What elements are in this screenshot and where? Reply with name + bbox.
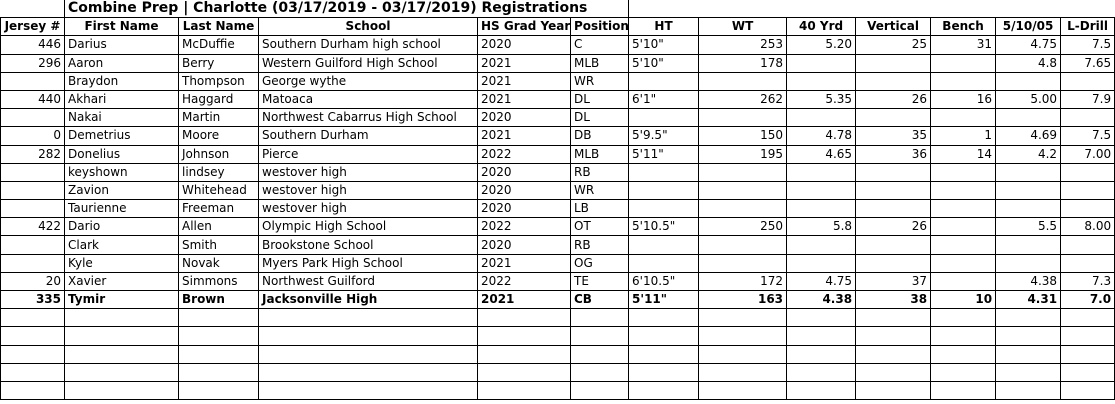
cell-bench[interactable]: 16 bbox=[931, 90, 996, 108]
cell-vertical[interactable]: 25 bbox=[856, 36, 931, 54]
cell-grad-year[interactable]: 2021 bbox=[478, 291, 571, 309]
empty-cell[interactable] bbox=[629, 309, 699, 327]
cell-shuttle[interactable]: 4.69 bbox=[996, 127, 1061, 145]
cell-vertical[interactable] bbox=[856, 200, 931, 218]
cell-40yrd[interactable] bbox=[787, 236, 856, 254]
cell-first-name[interactable]: Darius bbox=[65, 36, 179, 54]
cell-school[interactable]: George wythe bbox=[259, 72, 478, 90]
cell-jersey[interactable] bbox=[1, 181, 65, 199]
cell-l-drill[interactable]: 7.5 bbox=[1061, 36, 1115, 54]
cell-ht[interactable] bbox=[629, 181, 699, 199]
col-header-jersey[interactable]: Jersey # bbox=[1, 18, 65, 36]
cell-grad-year[interactable]: 2021 bbox=[478, 54, 571, 72]
cell-vertical[interactable] bbox=[856, 54, 931, 72]
cell-ht[interactable] bbox=[629, 200, 699, 218]
cell-shuttle[interactable] bbox=[996, 163, 1061, 181]
cell-shuttle[interactable]: 4.38 bbox=[996, 272, 1061, 290]
cell-bench[interactable] bbox=[931, 218, 996, 236]
cell-first-name[interactable]: keyshown bbox=[65, 163, 179, 181]
col-header-ht[interactable]: HT bbox=[629, 18, 699, 36]
empty-cell[interactable] bbox=[571, 345, 629, 363]
cell-first-name[interactable]: Zavion bbox=[65, 181, 179, 199]
table-row bbox=[1, 163, 1115, 181]
cell-school[interactable]: Northwest Guilford bbox=[259, 272, 478, 290]
cell-wt[interactable]: 172 bbox=[699, 272, 787, 290]
cell-bench[interactable] bbox=[931, 163, 996, 181]
empty-cell[interactable] bbox=[179, 381, 259, 399]
cell-position[interactable]: MLB bbox=[571, 145, 629, 163]
table-row bbox=[1, 236, 1115, 254]
cell-l-drill[interactable]: 7.0 bbox=[1061, 291, 1115, 309]
cell-first-name[interactable]: Dario bbox=[65, 218, 179, 236]
cell-shuttle[interactable] bbox=[996, 254, 1061, 272]
empty-row bbox=[1, 327, 1115, 345]
empty-cell[interactable] bbox=[1, 381, 65, 399]
cell-grad-year[interactable]: 2020 bbox=[478, 200, 571, 218]
cell-l-drill[interactable]: 7.00 bbox=[1061, 145, 1115, 163]
empty-cell[interactable] bbox=[179, 327, 259, 345]
cell-jersey[interactable] bbox=[1, 236, 65, 254]
cell-grad-year[interactable]: 2022 bbox=[478, 272, 571, 290]
empty-cell[interactable] bbox=[65, 327, 179, 345]
cell-wt[interactable]: 253 bbox=[699, 36, 787, 54]
empty-cell[interactable] bbox=[65, 345, 179, 363]
empty-cell[interactable] bbox=[478, 381, 571, 399]
empty-cell[interactable] bbox=[629, 381, 699, 399]
cell-wt[interactable] bbox=[699, 236, 787, 254]
empty-cell[interactable] bbox=[629, 0, 1115, 18]
cell-school[interactable]: Matoaca bbox=[259, 90, 478, 108]
cell-first-name[interactable]: Xavier bbox=[65, 272, 179, 290]
cell-first-name[interactable]: Taurienne bbox=[65, 200, 179, 218]
cell-vertical[interactable]: 26 bbox=[856, 90, 931, 108]
cell-bench[interactable]: 14 bbox=[931, 145, 996, 163]
cell-position[interactable]: DB bbox=[571, 127, 629, 145]
cell-bench[interactable]: 1 bbox=[931, 127, 996, 145]
cell-jersey[interactable]: 422 bbox=[1, 218, 65, 236]
empty-cell[interactable] bbox=[856, 309, 931, 327]
cell-last-name[interactable]: Thompson bbox=[179, 72, 259, 90]
cell-l-drill[interactable]: 7.65 bbox=[1061, 54, 1115, 72]
table-row bbox=[1, 54, 1115, 72]
cell-40yrd[interactable] bbox=[787, 54, 856, 72]
cell-40yrd[interactable]: 4.78 bbox=[787, 127, 856, 145]
col-header-first-name[interactable]: First Name bbox=[65, 18, 179, 36]
cell-40yrd[interactable]: 4.38 bbox=[787, 291, 856, 309]
cell-bench[interactable] bbox=[931, 181, 996, 199]
empty-cell[interactable] bbox=[931, 345, 996, 363]
cell-grad-year[interactable]: 2020 bbox=[478, 36, 571, 54]
cell-wt[interactable] bbox=[699, 163, 787, 181]
col-header-l-drill[interactable]: L-Drill bbox=[1061, 18, 1115, 36]
cell-l-drill[interactable] bbox=[1061, 200, 1115, 218]
cell-l-drill[interactable]: 7.5 bbox=[1061, 127, 1115, 145]
col-header-wt[interactable]: WT bbox=[699, 18, 787, 36]
empty-cell[interactable] bbox=[179, 309, 259, 327]
cell-jersey[interactable] bbox=[1, 72, 65, 90]
cell-bench[interactable] bbox=[931, 254, 996, 272]
cell-first-name[interactable]: Kyle bbox=[65, 254, 179, 272]
table-row bbox=[1, 291, 1115, 309]
cell-ht[interactable]: 5'9.5" bbox=[629, 127, 699, 145]
cell-bench[interactable] bbox=[931, 236, 996, 254]
cell-position[interactable]: WR bbox=[571, 181, 629, 199]
cell-wt[interactable]: 262 bbox=[699, 90, 787, 108]
cell-wt[interactable] bbox=[699, 109, 787, 127]
cell-shuttle[interactable]: 5.00 bbox=[996, 90, 1061, 108]
cell-l-drill[interactable]: 7.9 bbox=[1061, 90, 1115, 108]
empty-cell[interactable] bbox=[931, 327, 996, 345]
empty-cell[interactable] bbox=[571, 309, 629, 327]
empty-cell[interactable] bbox=[571, 363, 629, 381]
empty-row bbox=[1, 309, 1115, 327]
cell-shuttle[interactable] bbox=[996, 72, 1061, 90]
table-row bbox=[1, 145, 1115, 163]
empty-cell[interactable] bbox=[259, 363, 478, 381]
empty-cell[interactable] bbox=[179, 345, 259, 363]
empty-cell[interactable] bbox=[1061, 381, 1115, 399]
cell-first-name[interactable]: Braydon bbox=[65, 72, 179, 90]
cell-position[interactable]: MLB bbox=[571, 54, 629, 72]
cell-ht[interactable] bbox=[629, 163, 699, 181]
empty-cell[interactable] bbox=[699, 309, 787, 327]
cell-school[interactable]: westover high bbox=[259, 181, 478, 199]
cell-ht[interactable] bbox=[629, 236, 699, 254]
cell-school[interactable]: westover high bbox=[259, 200, 478, 218]
cell-position[interactable]: TE bbox=[571, 272, 629, 290]
cell-l-drill[interactable] bbox=[1061, 181, 1115, 199]
col-header-bench[interactable]: Bench bbox=[931, 18, 996, 36]
cell-ht[interactable]: 6'1" bbox=[629, 90, 699, 108]
cell-grad-year[interactable]: 2021 bbox=[478, 90, 571, 108]
cell-l-drill[interactable] bbox=[1061, 163, 1115, 181]
cell-first-name[interactable]: Donelius bbox=[65, 145, 179, 163]
cell-school[interactable]: Southern Durham high school bbox=[259, 36, 478, 54]
cell-school[interactable]: Brookstone School bbox=[259, 236, 478, 254]
cell-school[interactable]: Western Guilford High School bbox=[259, 54, 478, 72]
col-header-40yrd[interactable]: 40 Yrd bbox=[787, 18, 856, 36]
cell-40yrd[interactable] bbox=[787, 72, 856, 90]
cell-jersey[interactable]: 0 bbox=[1, 127, 65, 145]
empty-cell[interactable] bbox=[996, 309, 1061, 327]
cell-grad-year[interactable]: 2021 bbox=[478, 254, 571, 272]
cell-school[interactable]: Pierce bbox=[259, 145, 478, 163]
empty-cell[interactable] bbox=[65, 363, 179, 381]
cell-first-name[interactable]: Clark bbox=[65, 236, 179, 254]
cell-ht[interactable]: 5'11" bbox=[629, 145, 699, 163]
empty-cell[interactable] bbox=[629, 345, 699, 363]
empty-cell[interactable] bbox=[787, 309, 856, 327]
cell-jersey[interactable] bbox=[1, 254, 65, 272]
empty-cell[interactable] bbox=[1, 363, 65, 381]
empty-cell[interactable] bbox=[259, 327, 478, 345]
cell-l-drill[interactable] bbox=[1061, 236, 1115, 254]
cell-school[interactable]: Olympic High School bbox=[259, 218, 478, 236]
table-row bbox=[1, 200, 1115, 218]
cell-l-drill[interactable] bbox=[1061, 109, 1115, 127]
empty-cell[interactable] bbox=[1061, 327, 1115, 345]
cell-first-name[interactable]: Demetrius bbox=[65, 127, 179, 145]
cell-vertical[interactable] bbox=[856, 163, 931, 181]
cell-shuttle[interactable]: 4.8 bbox=[996, 54, 1061, 72]
empty-cell[interactable] bbox=[996, 327, 1061, 345]
cell-wt[interactable]: 163 bbox=[699, 291, 787, 309]
cell-40yrd[interactable] bbox=[787, 254, 856, 272]
cell-position[interactable]: CB bbox=[571, 291, 629, 309]
empty-cell[interactable] bbox=[699, 327, 787, 345]
cell-40yrd[interactable] bbox=[787, 200, 856, 218]
table-row bbox=[1, 181, 1115, 199]
empty-cell[interactable] bbox=[478, 363, 571, 381]
cell-ht[interactable]: 5'10" bbox=[629, 36, 699, 54]
cell-grad-year[interactable]: 2021 bbox=[478, 127, 571, 145]
cell-grad-year[interactable]: 2022 bbox=[478, 145, 571, 163]
cell-position[interactable]: OT bbox=[571, 218, 629, 236]
cell-shuttle[interactable] bbox=[996, 200, 1061, 218]
cell-last-name[interactable]: Novak bbox=[179, 254, 259, 272]
cell-40yrd[interactable] bbox=[787, 163, 856, 181]
empty-cell[interactable] bbox=[1061, 309, 1115, 327]
cell-l-drill[interactable] bbox=[1061, 254, 1115, 272]
cell-first-name[interactable]: Tymir bbox=[65, 291, 179, 309]
cell-vertical[interactable]: 38 bbox=[856, 291, 931, 309]
cell-bench[interactable] bbox=[931, 109, 996, 127]
cell-bench[interactable] bbox=[931, 200, 996, 218]
empty-cell[interactable] bbox=[856, 327, 931, 345]
col-header-school[interactable]: School bbox=[259, 18, 478, 36]
cell-last-name[interactable]: lindsey bbox=[179, 163, 259, 181]
cell-vertical[interactable]: 26 bbox=[856, 218, 931, 236]
empty-cell[interactable] bbox=[856, 363, 931, 381]
cell-first-name[interactable]: Nakai bbox=[65, 109, 179, 127]
empty-cell[interactable] bbox=[996, 363, 1061, 381]
cell-ht[interactable] bbox=[629, 109, 699, 127]
col-header-position[interactable]: Position bbox=[571, 18, 629, 36]
col-header-last-name[interactable]: Last Name bbox=[179, 18, 259, 36]
empty-cell[interactable] bbox=[629, 363, 699, 381]
empty-cell[interactable] bbox=[65, 309, 179, 327]
cell-shuttle[interactable]: 5.5 bbox=[996, 218, 1061, 236]
empty-cell[interactable] bbox=[1, 0, 65, 18]
cell-last-name[interactable]: Whitehead bbox=[179, 181, 259, 199]
cell-bench[interactable] bbox=[931, 54, 996, 72]
cell-ht[interactable]: 5'10.5" bbox=[629, 218, 699, 236]
cell-grad-year[interactable]: 2020 bbox=[478, 163, 571, 181]
cell-shuttle[interactable]: 4.2 bbox=[996, 145, 1061, 163]
cell-last-name[interactable]: Haggard bbox=[179, 90, 259, 108]
cell-wt[interactable]: 250 bbox=[699, 218, 787, 236]
col-header-grad-year[interactable]: HS Grad Year bbox=[478, 18, 571, 36]
cell-40yrd[interactable]: 4.65 bbox=[787, 145, 856, 163]
col-header-vertical[interactable]: Vertical bbox=[856, 18, 931, 36]
cell-last-name[interactable]: Johnson bbox=[179, 145, 259, 163]
empty-cell[interactable] bbox=[571, 381, 629, 399]
cell-40yrd[interactable]: 5.20 bbox=[787, 36, 856, 54]
cell-shuttle[interactable] bbox=[996, 181, 1061, 199]
cell-wt[interactable]: 178 bbox=[699, 54, 787, 72]
cell-bench[interactable]: 31 bbox=[931, 36, 996, 54]
cell-jersey[interactable]: 296 bbox=[1, 54, 65, 72]
empty-cell[interactable] bbox=[259, 345, 478, 363]
table-row bbox=[1, 127, 1115, 145]
cell-wt[interactable]: 195 bbox=[699, 145, 787, 163]
cell-position[interactable]: RB bbox=[571, 236, 629, 254]
cell-last-name[interactable]: Allen bbox=[179, 218, 259, 236]
cell-ht[interactable] bbox=[629, 72, 699, 90]
cell-school[interactable]: Northwest Cabarrus High School bbox=[259, 109, 478, 127]
cell-position[interactable]: C bbox=[571, 36, 629, 54]
cell-jersey[interactable] bbox=[1, 109, 65, 127]
cell-bench[interactable] bbox=[931, 72, 996, 90]
empty-cell[interactable] bbox=[787, 327, 856, 345]
empty-cell[interactable] bbox=[179, 363, 259, 381]
empty-cell[interactable] bbox=[1, 309, 65, 327]
cell-40yrd[interactable] bbox=[787, 109, 856, 127]
empty-cell[interactable] bbox=[931, 309, 996, 327]
cell-grad-year[interactable]: 2020 bbox=[478, 181, 571, 199]
cell-shuttle[interactable]: 4.31 bbox=[996, 291, 1061, 309]
empty-cell[interactable] bbox=[1061, 363, 1115, 381]
table-row bbox=[1, 72, 1115, 90]
empty-cell[interactable] bbox=[1, 327, 65, 345]
empty-cell[interactable] bbox=[65, 381, 179, 399]
empty-cell[interactable] bbox=[259, 309, 478, 327]
empty-row bbox=[1, 363, 1115, 381]
cell-position[interactable]: LB bbox=[571, 200, 629, 218]
cell-40yrd[interactable] bbox=[787, 181, 856, 199]
cell-last-name[interactable]: Moore bbox=[179, 127, 259, 145]
cell-vertical[interactable]: 35 bbox=[856, 127, 931, 145]
cell-last-name[interactable]: Freeman bbox=[179, 200, 259, 218]
empty-cell[interactable] bbox=[259, 381, 478, 399]
empty-cell[interactable] bbox=[478, 345, 571, 363]
cell-wt[interactable] bbox=[699, 181, 787, 199]
cell-l-drill[interactable]: 8.00 bbox=[1061, 218, 1115, 236]
cell-last-name[interactable]: Martin bbox=[179, 109, 259, 127]
cell-school[interactable]: Jacksonville High bbox=[259, 291, 478, 309]
cell-vertical[interactable] bbox=[856, 72, 931, 90]
cell-wt[interactable]: 150 bbox=[699, 127, 787, 145]
cell-40yrd[interactable]: 5.8 bbox=[787, 218, 856, 236]
cell-grad-year[interactable]: 2020 bbox=[478, 236, 571, 254]
cell-jersey[interactable]: 335 bbox=[1, 291, 65, 309]
cell-last-name[interactable]: Brown bbox=[179, 291, 259, 309]
empty-cell[interactable] bbox=[996, 381, 1061, 399]
cell-school[interactable]: westover high bbox=[259, 163, 478, 181]
empty-row bbox=[1, 345, 1115, 363]
cell-vertical[interactable] bbox=[856, 109, 931, 127]
empty-cell[interactable] bbox=[931, 363, 996, 381]
sheet-title[interactable]: Combine Prep | Charlotte (03/17/2019 - 03/17/2019) Registrations bbox=[65, 0, 629, 18]
empty-cell[interactable] bbox=[856, 381, 931, 399]
cell-grad-year[interactable]: 2021 bbox=[478, 72, 571, 90]
cell-shuttle[interactable] bbox=[996, 109, 1061, 127]
cell-jersey[interactable]: 446 bbox=[1, 36, 65, 54]
cell-position[interactable]: RB bbox=[571, 163, 629, 181]
empty-cell[interactable] bbox=[787, 381, 856, 399]
empty-cell[interactable] bbox=[699, 363, 787, 381]
cell-ht[interactable] bbox=[629, 254, 699, 272]
cell-shuttle[interactable]: 4.75 bbox=[996, 36, 1061, 54]
cell-position[interactable]: DL bbox=[571, 109, 629, 127]
cell-ht[interactable]: 6'10.5" bbox=[629, 272, 699, 290]
empty-cell[interactable] bbox=[478, 309, 571, 327]
cell-first-name[interactable]: Aaron bbox=[65, 54, 179, 72]
empty-cell[interactable] bbox=[787, 345, 856, 363]
empty-cell[interactable] bbox=[787, 363, 856, 381]
cell-40yrd[interactable]: 5.35 bbox=[787, 90, 856, 108]
table-row bbox=[1, 272, 1115, 290]
empty-cell[interactable] bbox=[996, 345, 1061, 363]
cell-ht[interactable]: 5'11" bbox=[629, 291, 699, 309]
cell-jersey[interactable]: 20 bbox=[1, 272, 65, 290]
cell-40yrd[interactable]: 4.75 bbox=[787, 272, 856, 290]
empty-cell[interactable] bbox=[931, 381, 996, 399]
cell-school[interactable]: Southern Durham bbox=[259, 127, 478, 145]
cell-vertical[interactable] bbox=[856, 236, 931, 254]
cell-wt[interactable] bbox=[699, 254, 787, 272]
empty-cell[interactable] bbox=[571, 327, 629, 345]
cell-position[interactable]: OG bbox=[571, 254, 629, 272]
cell-vertical[interactable]: 36 bbox=[856, 145, 931, 163]
table-row bbox=[1, 90, 1115, 108]
cell-last-name[interactable]: Simmons bbox=[179, 272, 259, 290]
cell-last-name[interactable]: McDuffie bbox=[179, 36, 259, 54]
cell-school[interactable]: Myers Park High School bbox=[259, 254, 478, 272]
cell-jersey[interactable]: 440 bbox=[1, 90, 65, 108]
cell-jersey[interactable] bbox=[1, 200, 65, 218]
empty-cell[interactable] bbox=[478, 327, 571, 345]
cell-ht[interactable]: 5'10" bbox=[629, 54, 699, 72]
cell-vertical[interactable] bbox=[856, 254, 931, 272]
cell-bench[interactable]: 10 bbox=[931, 291, 996, 309]
cell-l-drill[interactable] bbox=[1061, 72, 1115, 90]
empty-cell[interactable] bbox=[1061, 345, 1115, 363]
table-row bbox=[1, 36, 1115, 54]
cell-wt[interactable] bbox=[699, 200, 787, 218]
cell-jersey[interactable]: 282 bbox=[1, 145, 65, 163]
col-header-shuttle[interactable]: 5/10/05 bbox=[996, 18, 1061, 36]
cell-first-name[interactable]: Akhari bbox=[65, 90, 179, 108]
cell-last-name[interactable]: Berry bbox=[179, 54, 259, 72]
cell-grad-year[interactable]: 2022 bbox=[478, 218, 571, 236]
cell-position[interactable]: WR bbox=[571, 72, 629, 90]
empty-cell[interactable] bbox=[856, 345, 931, 363]
cell-last-name[interactable]: Smith bbox=[179, 236, 259, 254]
cell-shuttle[interactable] bbox=[996, 236, 1061, 254]
cell-jersey[interactable] bbox=[1, 163, 65, 181]
empty-cell[interactable] bbox=[699, 345, 787, 363]
table-row bbox=[1, 109, 1115, 127]
cell-wt[interactable] bbox=[699, 72, 787, 90]
cell-l-drill[interactable]: 7.3 bbox=[1061, 272, 1115, 290]
cell-vertical[interactable]: 37 bbox=[856, 272, 931, 290]
table-row bbox=[1, 218, 1115, 236]
cell-grad-year[interactable]: 2020 bbox=[478, 109, 571, 127]
cell-position[interactable]: DL bbox=[571, 90, 629, 108]
empty-cell[interactable] bbox=[1, 345, 65, 363]
empty-row bbox=[1, 381, 1115, 399]
empty-cell[interactable] bbox=[699, 381, 787, 399]
cell-bench[interactable] bbox=[931, 272, 996, 290]
empty-cell[interactable] bbox=[629, 327, 699, 345]
header-row bbox=[1, 18, 1115, 36]
table-row bbox=[1, 254, 1115, 272]
cell-vertical[interactable] bbox=[856, 181, 931, 199]
